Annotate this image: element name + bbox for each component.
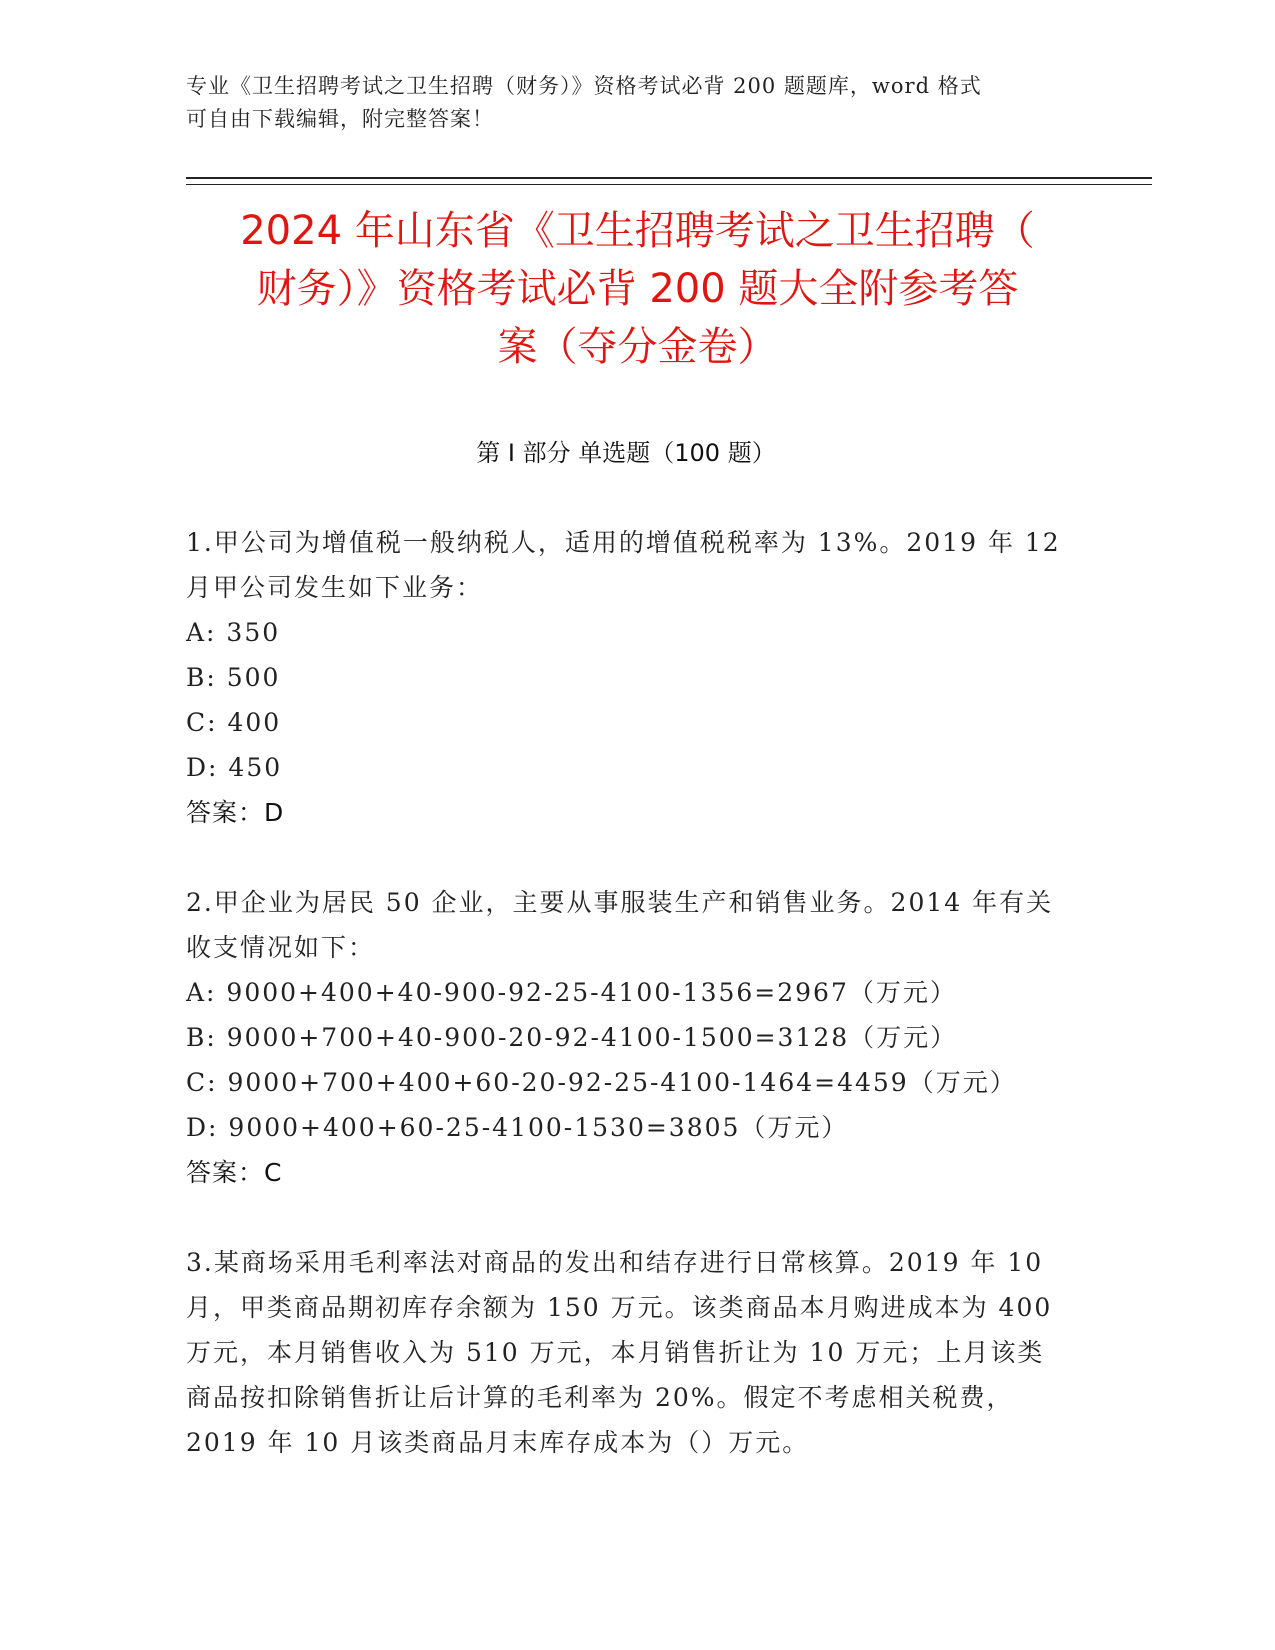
title-line-2: 财务）》资格考试必背 200 题大全附参考答 [256, 266, 1019, 312]
option-b: B: 500 [186, 663, 281, 692]
option-c: C: 400 [186, 708, 282, 737]
section-heading: 第 I 部分 单选题（100 题） [476, 439, 776, 467]
option-a: A: 350 [186, 618, 281, 647]
question-stem: 月甲公司发生如下业务： [186, 573, 484, 602]
option-a: A: 9000+400+40-900-92-25-4100-1356=2967（万元） [186, 978, 957, 1007]
document-title [160, 202, 1115, 376]
document-header [186, 70, 1066, 136]
question-stem: 1.甲公司为增值税一般纳税人，适用的增值税税率为 13%。2019 年 12 [186, 528, 1061, 557]
question-stem: 2.甲企业为居民 50 企业，主要从事服装生产和销售业务。2014 年有关 [186, 888, 1054, 917]
option-d: D: 9000+400+60-25-4100-1530=3805（万元） [186, 1113, 849, 1142]
question-stem: 收支情况如下： [186, 933, 376, 962]
question-stem: 月，甲类商品期初库存余额为 150 万元。该类商品本月购进成本为 400 [186, 1293, 1053, 1322]
answer-text: 答案：D [186, 798, 285, 827]
header-divider-thick [186, 177, 1152, 179]
header-divider-thin [186, 184, 1152, 185]
question-stem: 3.某商场采用毛利率法对商品的发出和结存进行日常核算。2019 年 10 [186, 1248, 1044, 1277]
answer-text: 答案：C [186, 1158, 283, 1187]
question-3 [186, 1240, 1091, 1465]
option-d: D: 450 [186, 753, 283, 782]
question-1 [186, 520, 1091, 835]
question-stem: 万元，本月销售收入为 510 万元，本月销售折让为 10 万元；上月该类 [186, 1338, 1045, 1367]
title-line-3: 案（夺分金卷） [497, 324, 778, 370]
title-line-1: 2024 年山东省《卫生招聘考试之卫生招聘（ [240, 208, 1035, 254]
header-line-1: 专业《卫生招聘考试之卫生招聘（财务）》资格考试必背 200 题题库，word 格式 [186, 74, 982, 98]
question-stem: 商品按扣除销售折让后计算的毛利率为 20%。假定不考虑相关税费， [186, 1383, 1014, 1412]
header-line-2: 可自由下载编辑，附完整答案！ [186, 107, 494, 131]
question-stem: 2019 年 10 月该类商品月末库存成本为（）万元。 [186, 1428, 810, 1457]
question-2 [186, 880, 1091, 1195]
option-c: C: 9000+700+400+60-20-92-25-4100-1464=4459（万元） [186, 1068, 1017, 1097]
option-b: B: 9000+700+40-900-20-92-4100-1500=3128（万元） [186, 1023, 958, 1052]
